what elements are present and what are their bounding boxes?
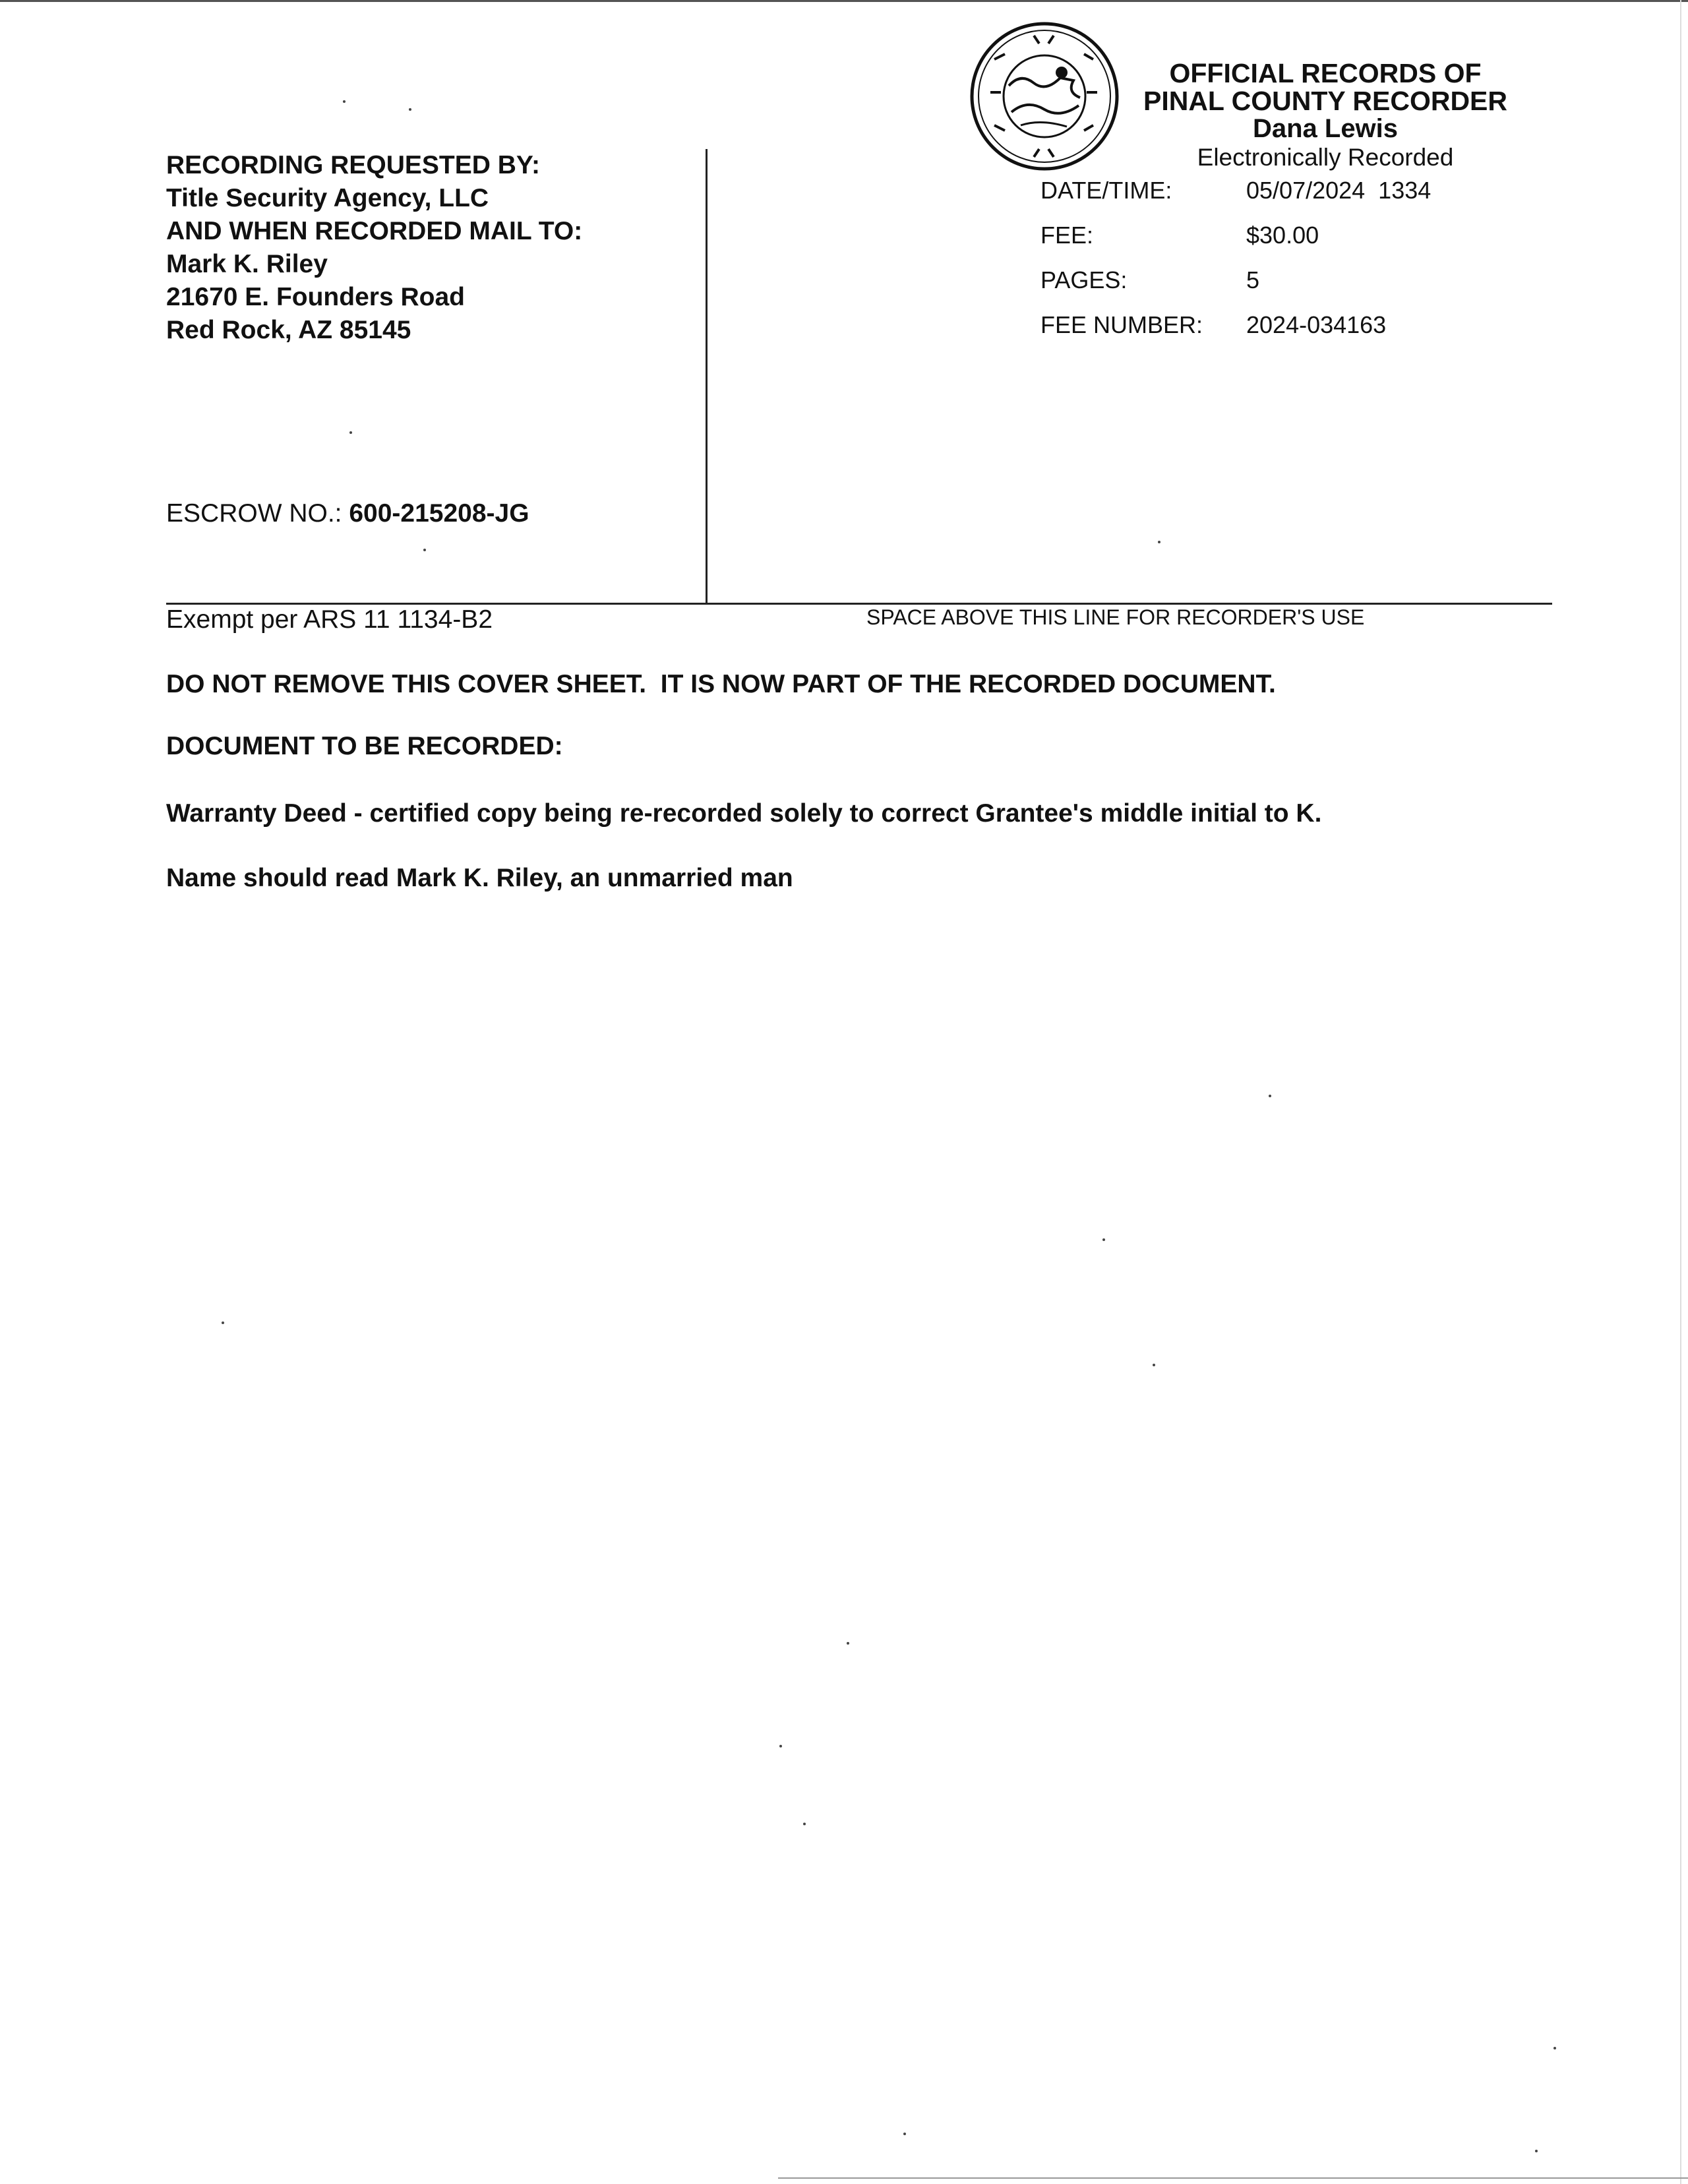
document-description: Warranty Deed - certified copy being re-recorded solely to correct Grantee's middle initial to K. xyxy=(166,799,1322,828)
fee-number-label: FEE NUMBER: xyxy=(1040,311,1203,338)
page-right-edge xyxy=(1680,0,1681,2184)
grantee-name-note: Name should read Mark K. Riley, an unmarried man xyxy=(166,864,793,892)
escrow-label: ESCROW NO.: xyxy=(166,499,342,528)
recorder-space-note: SPACE ABOVE THIS LINE FOR RECORDER'S USE xyxy=(866,605,1365,629)
escrow-value: 600-215208-JG xyxy=(349,499,529,528)
document-heading: DOCUMENT TO BE RECORDED: xyxy=(166,732,563,760)
scan-speck xyxy=(1102,1238,1105,1241)
pages-value: 5 xyxy=(1246,266,1260,293)
requester-company: Title Security Agency, LLC xyxy=(166,184,489,212)
scan-speck xyxy=(1553,2047,1556,2049)
recording-requester-block xyxy=(166,149,582,347)
scan-speck xyxy=(1158,541,1160,543)
date-time-label: DATE/TIME: xyxy=(1040,177,1172,204)
scan-speck xyxy=(1153,1364,1155,1366)
recorder-header xyxy=(1121,59,1530,173)
scan-speck xyxy=(1535,2150,1538,2152)
vertical-divider xyxy=(706,149,708,604)
county-seal-icon xyxy=(968,20,1121,173)
page-bottom-edge xyxy=(778,2177,1688,2179)
scan-speck xyxy=(803,1823,806,1825)
exemption-note: Exempt per ARS 11 1134-B2 xyxy=(166,605,493,634)
mail-to-label: AND WHEN RECORDED MAIL TO: xyxy=(166,217,583,245)
mail-to-city: Red Rock, AZ 85145 xyxy=(166,316,411,344)
fee-label: FEE: xyxy=(1040,222,1094,249)
recorder-space-divider xyxy=(166,603,1552,605)
scan-speck xyxy=(343,100,346,103)
page-top-edge xyxy=(0,0,1688,2)
scan-speck xyxy=(222,1321,224,1324)
recorder-name: Dana Lewis xyxy=(1252,114,1399,143)
fee-value: $30.00 xyxy=(1246,222,1319,249)
cover-sheet-notice: DO NOT REMOVE THIS COVER SHEET. IT IS NOW PART OF THE RECORDED DOCUMENT. xyxy=(166,670,1276,698)
scan-speck xyxy=(847,1642,849,1645)
recording-status: Electronically Recorded xyxy=(1197,144,1454,171)
mail-to-name: Mark K. Riley xyxy=(166,250,328,278)
scan-speck xyxy=(1269,1095,1271,1097)
pages-label: PAGES: xyxy=(1040,266,1128,293)
scan-speck xyxy=(903,2133,906,2135)
mail-to-street: 21670 E. Founders Road xyxy=(166,283,465,311)
recorder-title-line2: PINAL COUNTY RECORDER xyxy=(1143,86,1508,116)
escrow-number xyxy=(166,499,529,528)
scan-speck xyxy=(349,431,352,434)
fee-number-value: 2024-034163 xyxy=(1246,311,1387,338)
scan-speck xyxy=(409,108,411,111)
scan-speck xyxy=(423,549,426,551)
date-time-value: 05/07/2024 1334 xyxy=(1246,177,1432,204)
scan-speck xyxy=(779,1745,782,1747)
recorder-title-line1: OFFICIAL RECORDS OF xyxy=(1169,58,1482,88)
recording-requested-by-label: RECORDING REQUESTED BY: xyxy=(166,151,540,179)
